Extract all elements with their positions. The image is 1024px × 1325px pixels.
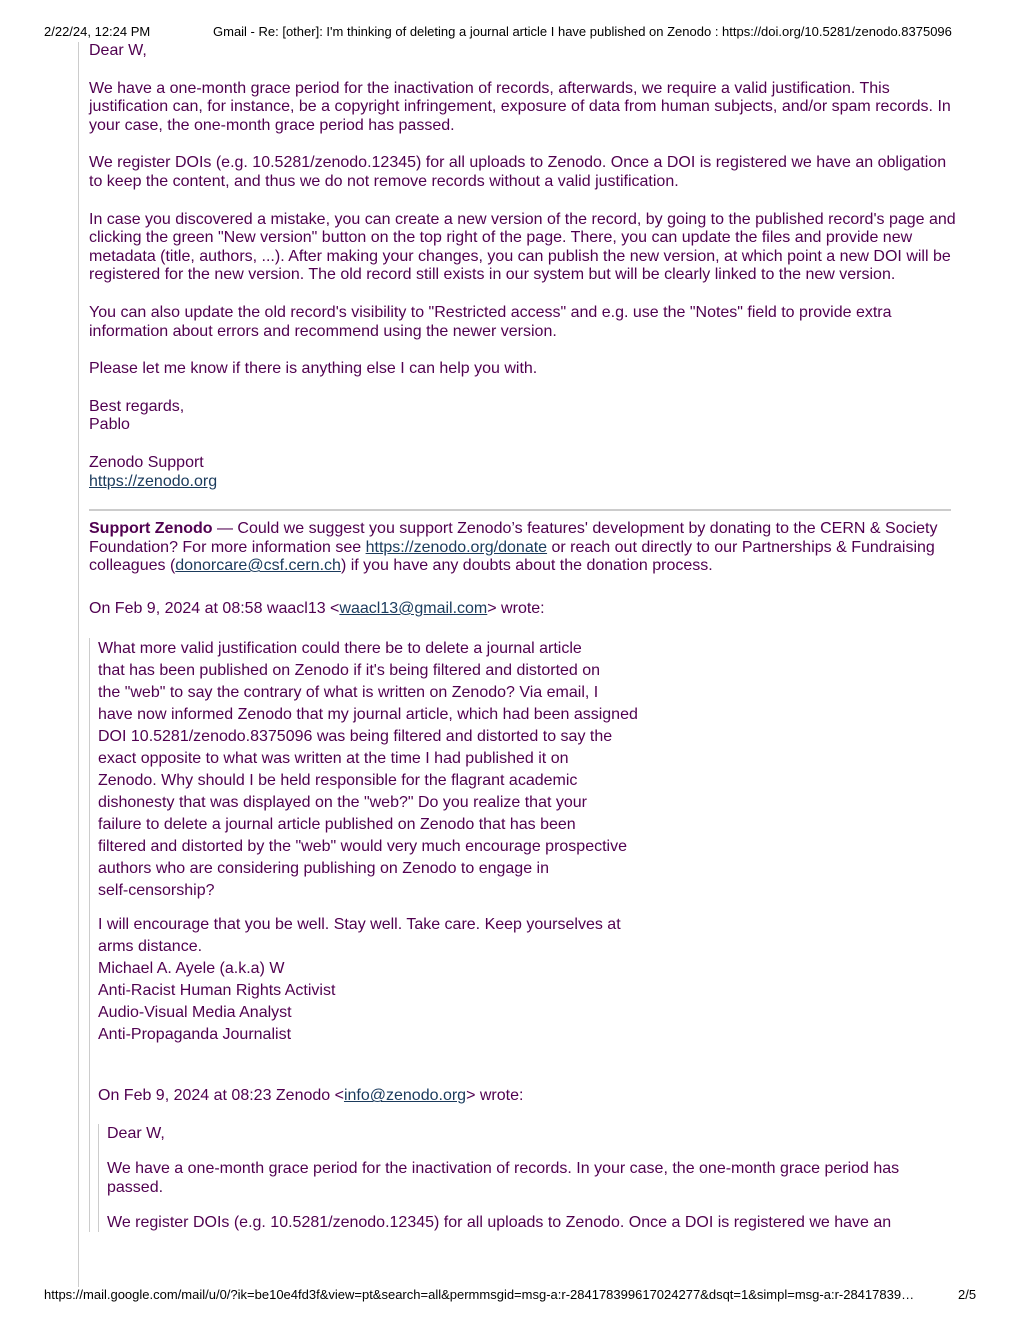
reply-sender-name: Pablo <box>89 416 130 434</box>
quoted-greeting: Dear W, <box>107 1125 165 1143</box>
print-url: https://mail.google.com/mail/u/0/?ik=be10e4fd3f&view=pt&search=all&permmsgid=msg-a:r-284178399617024277&dsqt=1&simpl=msg-a:r-28417839… <box>44 1287 915 1302</box>
zenodo-link[interactable]: https://zenodo.org <box>89 472 218 490</box>
reply-paragraph-5: Please let me know if there is anything else I can help you with. <box>89 360 538 378</box>
reply-closing: Best regards, <box>89 397 185 415</box>
quote-attribution-2 <box>98 1086 959 1106</box>
quoted-message-2 <box>98 1124 959 1232</box>
quoted-line: self-censorship? <box>98 882 215 900</box>
quoted-line: authors who are considering publishing on Zenodo to engage in <box>98 860 549 878</box>
attribution-prefix: On Feb 9, 2024 at 08:58 waacl13 < <box>89 599 340 617</box>
reply-body <box>79 42 959 1232</box>
donorcare-email-link[interactable]: donorcare@csf.cern.ch <box>175 557 341 575</box>
attribution-prefix: On Feb 9, 2024 at 08:23 Zenodo < <box>98 1087 344 1105</box>
quoted-line: have now informed Zenodo that my journal article, which had been assigned <box>98 706 638 724</box>
signature-line: Michael A. Ayele (a.k.a) W <box>98 960 285 978</box>
quoted-paragraph-1: We have a one-month grace period for the inactivation of records. In your case, the one-month grace period has passed. <box>107 1160 900 1197</box>
quoted-line: failure to delete a journal article published on Zenodo that has been <box>98 816 576 834</box>
quoted-signature <box>98 914 959 1046</box>
quoted-line: that has been published on Zenodo if it's being filtered and distorted on <box>98 662 601 680</box>
reply-org: Zenodo Support <box>89 453 204 471</box>
reply-paragraph-1: We have a one-month grace period for the inactivation of records, afterwards, we require a valid justification. This justification can, for instance, be a copyright infringement, exposure of data from human subjects, and/or spam records. In your case, the one-month grace period has passed. <box>89 79 951 134</box>
quoted-paragraph-2: We register DOIs (e.g. 10.5281/zenodo.12345) for all uploads to Zenodo. Once a DOI is registered we have an <box>107 1214 892 1232</box>
reply-greeting: Dear W, <box>89 42 147 59</box>
email-thread <box>78 42 959 1287</box>
attribution-suffix: > wrote: <box>487 599 545 617</box>
reply-paragraph-3: In case you discovered a mistake, you can create a new version of the record, by going to the published record's page and clicking the green "New version" button on the top right of the page. There, you can update the files and provide new metadata (title, authors, ...). After making your changes, you can publish the new version, at which point a new DOI will be registered for the new version. The old record still exists in our system but will be clearly linked to the new version. <box>89 210 956 284</box>
quote-attribution-1 <box>89 600 959 619</box>
donate-link[interactable]: https://zenodo.org/donate <box>365 538 548 556</box>
quoted-line: the "web" to say the contrary of what is written on Zenodo? Via email, I <box>98 684 599 702</box>
signature-line: Anti-Propaganda Journalist <box>98 1026 292 1044</box>
signature-line: arms distance. <box>98 938 203 956</box>
quoted-line: DOI 10.5281/zenodo.8375096 was being filtered and distorted to say the <box>98 728 613 746</box>
quoted-body <box>98 638 959 902</box>
quoted-line: What more valid justification could there be to delete a journal article <box>98 640 582 658</box>
reply-paragraph-4: You can also update the old record's visibility to "Restricted access" and e.g. use the "Notes" field to provide extra information about errors and recommend using the newer version. <box>89 303 892 340</box>
quoted-line: filtered and distorted by the "web" would very much encourage prospective <box>98 838 627 856</box>
reply-signature <box>89 454 959 491</box>
signature-line: I will encourage that you be well. Stay well. Take care. Keep yourselves at <box>98 916 621 934</box>
support-text-3: ) if you have any doubts about the donation process. <box>340 557 713 575</box>
quoted-line: dishonesty that was displayed on the "web?" Do you realize that your <box>98 794 587 812</box>
support-zenodo-note <box>89 520 959 576</box>
print-date: 2/22/24, 12:24 PM <box>44 24 151 39</box>
quoted-line: exact opposite to what was written at the time I had published it on <box>98 750 569 768</box>
print-title: Gmail - Re: [other]: I'm thinking of deleting a journal article I have published on Zenodo : https://doi.org/10.5281/zenodo.8375096 <box>213 24 952 39</box>
zenodo-email-link[interactable]: info@zenodo.org <box>343 1087 467 1105</box>
signature-line: Audio-Visual Media Analyst <box>98 1004 292 1022</box>
quoted-line: Zenodo. Why should I be held responsible for the flagrant academic <box>98 772 578 790</box>
reply-paragraph-2: We register DOIs (e.g. 10.5281/zenodo.12345) for all uploads to Zenodo. Once a DOI is registered we have an obligation to keep the content, and thus we do not remove records without a valid justification. <box>89 154 947 190</box>
support-text-2: or reach out directly to our Partnerships & Fundraising colleagues ( <box>89 538 935 575</box>
separator-line <box>89 509 951 511</box>
signature-line: Anti-Racist Human Rights Activist <box>98 982 336 1000</box>
quoted-message-1 <box>89 638 959 1232</box>
page-number: 2/5 <box>958 1287 977 1302</box>
attribution-suffix: > wrote: <box>466 1087 524 1105</box>
reply-signoff <box>89 398 959 435</box>
support-heading: Support Zenodo <box>89 520 213 538</box>
support-text-1: — Could we suggest you support Zenodo’s features' development by donating to the CERN & Society Foundation? For more information see <box>89 520 938 556</box>
sender-email-link[interactable]: waacl13@gmail.com <box>339 599 488 617</box>
